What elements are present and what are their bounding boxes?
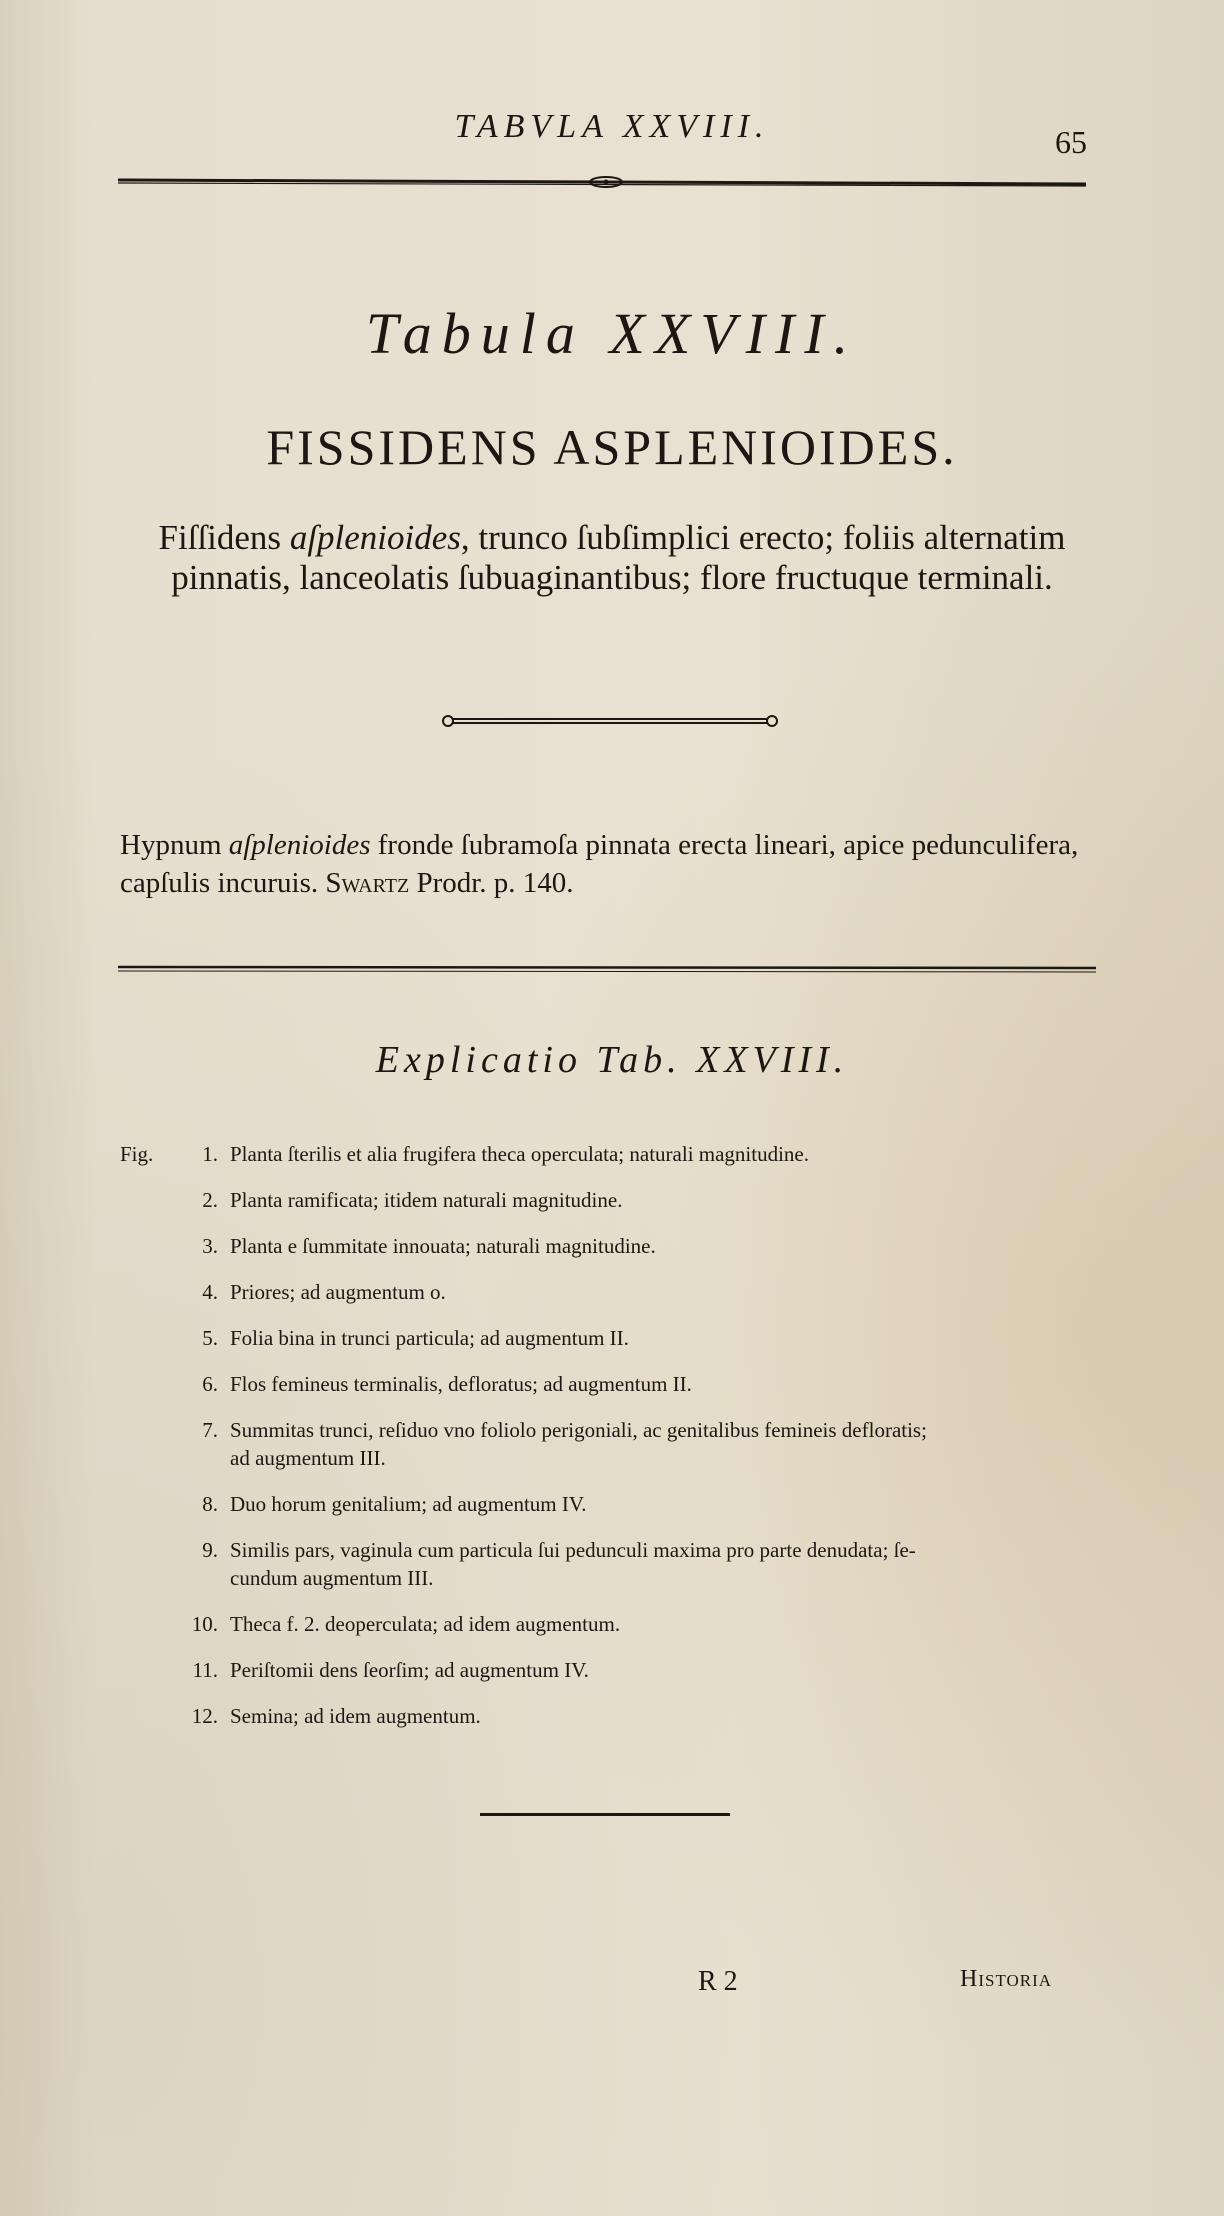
figure-caption-text: Planta e ſummitate innouata; naturali magnitudine. bbox=[230, 1234, 656, 1258]
figure-lead bbox=[120, 1416, 184, 1472]
figure-lead bbox=[120, 1656, 184, 1684]
figure-caption bbox=[230, 1140, 1110, 1168]
ornament-divider bbox=[440, 712, 780, 730]
section-rule bbox=[118, 965, 1096, 973]
figure-item bbox=[120, 1140, 1110, 1168]
figure-caption-continuation: cundum augmentum III. bbox=[230, 1566, 434, 1590]
figure-number: 10. bbox=[191, 1612, 218, 1636]
figure-number: 12. bbox=[191, 1704, 218, 1728]
figure-lead bbox=[120, 1232, 184, 1260]
catchword: Historia bbox=[960, 1966, 1053, 1992]
figure-caption bbox=[230, 1656, 1110, 1684]
synonym-species: aſplenioides bbox=[228, 829, 371, 861]
synonym-author: Swartz bbox=[325, 867, 410, 899]
diagnosis-species: aſplenioides bbox=[289, 518, 461, 557]
figure-number: 11. bbox=[192, 1658, 218, 1682]
figure-caption-text: Duo horum genitalium; ad augmentum IV. bbox=[230, 1492, 587, 1516]
figure-caption bbox=[230, 1186, 1110, 1214]
figure-number: 2. bbox=[202, 1188, 218, 1212]
figure-lead bbox=[120, 1278, 184, 1306]
figure-lead bbox=[120, 1186, 184, 1214]
plate-title: Tabula XXVIII. bbox=[365, 301, 859, 366]
figure-lead bbox=[120, 1370, 184, 1398]
figure-caption-text: Planta ſterilis et alia frugifera theca operculata; naturali magnitudine. bbox=[230, 1142, 810, 1166]
figure-caption bbox=[230, 1490, 1110, 1518]
species-heading: FISSIDENS ASPLENIOIDES. bbox=[266, 419, 958, 475]
closing-rule bbox=[480, 1813, 730, 1816]
figure-caption bbox=[230, 1702, 1110, 1730]
synonym-genus: Hypnum bbox=[120, 829, 222, 861]
figure-number: 8. bbox=[202, 1492, 218, 1516]
figure-caption-text: Semina; ad idem augmentum. bbox=[230, 1704, 481, 1728]
synonym-citation bbox=[120, 826, 1104, 902]
ornamental-header-rule bbox=[118, 176, 1086, 188]
figure-caption-text: Planta ramificata; itidem naturali magnitudine. bbox=[230, 1188, 623, 1212]
figure-list bbox=[120, 1140, 1110, 1748]
figure-lead: Fig. bbox=[120, 1142, 154, 1166]
synonym-text: fronde ſubramoſa pinnata erecta lineari, apice pedunculifera, capſulis incuruis. bbox=[120, 829, 1079, 899]
signature-mark: R 2 bbox=[698, 1966, 738, 1997]
figure-lead bbox=[120, 1324, 184, 1352]
figure-caption-text: Similis pars, vaginula cum particula ſui pedunculi maxima pro parte denudata; ſe- bbox=[230, 1538, 916, 1562]
figure-item bbox=[120, 1610, 1110, 1638]
species-diagnosis bbox=[120, 518, 1104, 598]
figure-caption bbox=[230, 1278, 1110, 1306]
figure-item bbox=[120, 1232, 1110, 1260]
figure-caption-text: Summitas trunci, reſiduo vno foliolo perigoniali, ac genitalibus femineis defloratis; bbox=[230, 1418, 927, 1442]
figure-caption bbox=[230, 1232, 1110, 1260]
figure-item bbox=[120, 1324, 1110, 1352]
synonym-ref: Prodr. p. 140. bbox=[416, 867, 574, 899]
figure-number: 1. bbox=[202, 1142, 218, 1166]
figure-lead bbox=[120, 1490, 184, 1518]
explanation-title: Explicatio Tab. XXVIII. bbox=[375, 1039, 849, 1081]
figure-item bbox=[120, 1186, 1110, 1214]
figure-number: 3. bbox=[202, 1234, 218, 1258]
figure-lead bbox=[120, 1536, 184, 1592]
diagnosis-genus: Fiſſidens bbox=[158, 518, 282, 557]
figure-item bbox=[120, 1702, 1110, 1730]
figure-caption bbox=[230, 1610, 1110, 1638]
figure-caption bbox=[230, 1324, 1110, 1352]
figure-number: 9. bbox=[202, 1538, 218, 1562]
figure-item bbox=[120, 1490, 1110, 1518]
figure-item bbox=[120, 1278, 1110, 1306]
figure-caption-continuation: ad augmentum III. bbox=[230, 1446, 386, 1470]
figure-caption-text: Flos femineus terminalis, defloratus; ad augmentum II. bbox=[230, 1372, 692, 1396]
figure-item bbox=[120, 1370, 1110, 1398]
diagnosis-text: , trunco ſubſimplici erecto; foliis alternatim pinnatis, lanceolatis ſubuaginantibus; flore fructuque terminali. bbox=[171, 518, 1066, 597]
figure-item bbox=[120, 1656, 1110, 1684]
page-number: 65 bbox=[1055, 124, 1087, 160]
figure-lead bbox=[120, 1610, 184, 1638]
figure-caption-text: Priores; ad augmentum o. bbox=[230, 1280, 446, 1304]
figure-caption-text: Folia bina in trunci particula; ad augmentum II. bbox=[230, 1326, 629, 1350]
figure-lead bbox=[120, 1702, 184, 1730]
figure-number: 5. bbox=[202, 1326, 218, 1350]
figure-caption bbox=[230, 1536, 1110, 1592]
figure-caption bbox=[230, 1370, 1110, 1398]
figure-number: 6. bbox=[202, 1372, 218, 1396]
figure-caption-text: Periſtomii dens ſeorſim; ad augmentum IV. bbox=[230, 1658, 589, 1682]
figure-item bbox=[120, 1416, 1110, 1472]
figure-caption-text: Theca f. 2. deoperculata; ad idem augmentum. bbox=[230, 1612, 621, 1636]
figure-number: 4. bbox=[202, 1280, 218, 1304]
figure-caption bbox=[230, 1416, 1110, 1472]
figure-item bbox=[120, 1536, 1110, 1592]
figure-number: 7. bbox=[202, 1418, 218, 1442]
running-head: TABVLA XXVIII. bbox=[454, 108, 770, 145]
